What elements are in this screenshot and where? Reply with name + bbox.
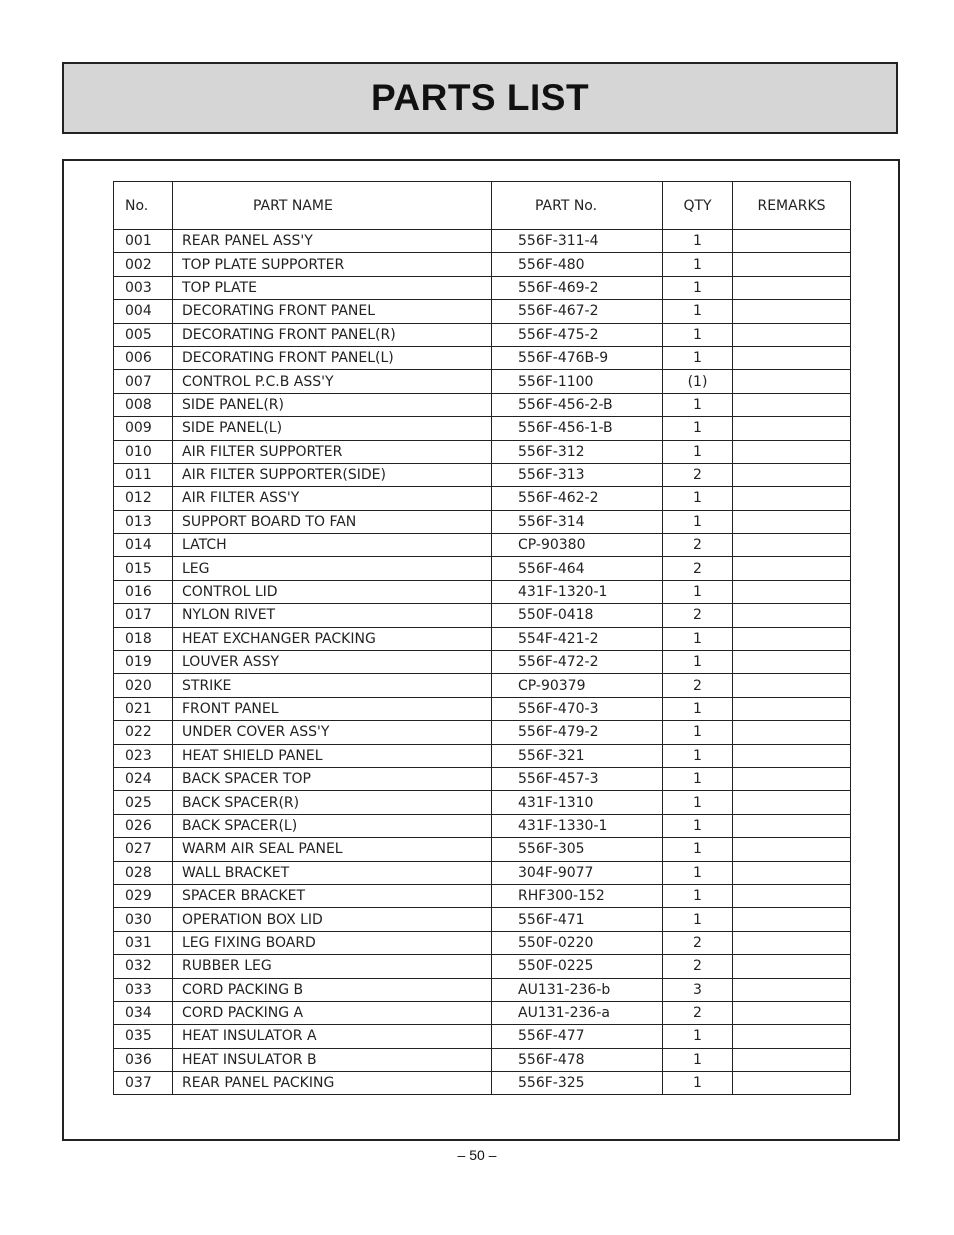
cell-part-name: REAR PANEL ASS'Y (173, 230, 492, 253)
cell-no: 033 (114, 978, 173, 1001)
cell-qty: 1 (663, 767, 733, 790)
table-row (114, 440, 851, 463)
cell-part-name: LEG FIXING BOARD (173, 931, 492, 954)
page-title: PARTS LIST (370, 77, 590, 118)
cell-remarks (733, 721, 851, 744)
cell-qty: 1 (663, 1072, 733, 1095)
cell-no: 010 (114, 440, 173, 463)
cell-no: 029 (114, 884, 173, 907)
table-row (114, 744, 851, 767)
cell-part-number: 431F-1320-1 (492, 580, 663, 603)
title-banner (62, 62, 898, 134)
cell-remarks (733, 323, 851, 346)
cell-part-number: CP-90380 (492, 534, 663, 557)
cell-qty: 1 (663, 323, 733, 346)
cell-qty: 2 (663, 931, 733, 954)
cell-remarks (733, 534, 851, 557)
cell-qty: 1 (663, 744, 733, 767)
cell-part-name: SIDE PANEL(R) (173, 393, 492, 416)
table-row (114, 1001, 851, 1024)
cell-qty: 1 (663, 838, 733, 861)
cell-qty: 2 (663, 557, 733, 580)
cell-qty: 1 (663, 908, 733, 931)
cell-part-number: 556F-313 (492, 463, 663, 486)
cell-no: 003 (114, 276, 173, 299)
cell-remarks (733, 744, 851, 767)
cell-part-number: 556F-311-4 (492, 230, 663, 253)
cell-remarks (733, 791, 851, 814)
table-row (114, 253, 851, 276)
cell-remarks (733, 767, 851, 790)
cell-remarks (733, 931, 851, 954)
cell-part-name: HEAT SHIELD PANEL (173, 744, 492, 767)
cell-qty: 1 (663, 487, 733, 510)
cell-remarks (733, 370, 851, 393)
cell-part-number: 556F-462-2 (492, 487, 663, 510)
table-row (114, 1072, 851, 1095)
table-row (114, 1025, 851, 1048)
cell-part-name: RUBBER LEG (173, 955, 492, 978)
cell-remarks (733, 580, 851, 603)
table-row (114, 697, 851, 720)
cell-part-number: 556F-471 (492, 908, 663, 931)
table-row (114, 908, 851, 931)
cell-qty: 1 (663, 814, 733, 837)
cell-part-name: LATCH (173, 534, 492, 557)
cell-part-name: SUPPORT BOARD TO FAN (173, 510, 492, 533)
cell-qty: 1 (663, 230, 733, 253)
cell-qty: 1 (663, 861, 733, 884)
table-row (114, 861, 851, 884)
cell-part-number: 556F-480 (492, 253, 663, 276)
cell-qty: 3 (663, 978, 733, 1001)
cell-part-number: 304F-9077 (492, 861, 663, 884)
cell-qty: 1 (663, 697, 733, 720)
parts-table-body (114, 230, 851, 1095)
cell-no: 021 (114, 697, 173, 720)
cell-remarks (733, 908, 851, 931)
cell-remarks (733, 1048, 851, 1071)
cell-qty: 1 (663, 651, 733, 674)
cell-no: 002 (114, 253, 173, 276)
cell-remarks (733, 1001, 851, 1024)
cell-part-name: LEG (173, 557, 492, 580)
cell-part-name: CONTROL LID (173, 580, 492, 603)
table-row (114, 814, 851, 837)
cell-no: 015 (114, 557, 173, 580)
cell-remarks (733, 884, 851, 907)
cell-part-number: 556F-456-1-B (492, 417, 663, 440)
cell-part-name: DECORATING FRONT PANEL(R) (173, 323, 492, 346)
table-row (114, 721, 851, 744)
cell-part-name: DECORATING FRONT PANEL (173, 300, 492, 323)
cell-part-number: 556F-476B-9 (492, 346, 663, 369)
cell-no: 036 (114, 1048, 173, 1071)
cell-remarks (733, 1025, 851, 1048)
cell-part-name: BACK SPACER(L) (173, 814, 492, 837)
cell-part-number: 556F-470-3 (492, 697, 663, 720)
cell-remarks (733, 393, 851, 416)
cell-part-name: TOP PLATE (173, 276, 492, 299)
cell-part-number: 556F-312 (492, 440, 663, 463)
cell-remarks (733, 838, 851, 861)
table-row (114, 510, 851, 533)
table-row (114, 300, 851, 323)
cell-part-name: BACK SPACER(R) (173, 791, 492, 814)
table-header-row (114, 182, 851, 230)
parts-table (113, 181, 851, 1095)
cell-part-name: WARM AIR SEAL PANEL (173, 838, 492, 861)
cell-qty: 1 (663, 346, 733, 369)
cell-remarks (733, 955, 851, 978)
table-row (114, 931, 851, 954)
cell-part-number: 556F-464 (492, 557, 663, 580)
cell-no: 006 (114, 346, 173, 369)
cell-qty: 2 (663, 674, 733, 697)
cell-part-name: HEAT EXCHANGER PACKING (173, 627, 492, 650)
cell-part-name: NYLON RIVET (173, 604, 492, 627)
cell-part-name: UNDER COVER ASS'Y (173, 721, 492, 744)
cell-qty: 1 (663, 580, 733, 603)
table-row (114, 1048, 851, 1071)
cell-no: 023 (114, 744, 173, 767)
header-qty: QTY (663, 182, 733, 230)
cell-remarks (733, 674, 851, 697)
cell-remarks (733, 557, 851, 580)
cell-remarks (733, 627, 851, 650)
cell-remarks (733, 978, 851, 1001)
cell-remarks (733, 861, 851, 884)
cell-part-number: 556F-456-2-B (492, 393, 663, 416)
cell-qty: 1 (663, 721, 733, 744)
cell-remarks (733, 1072, 851, 1095)
table-row (114, 674, 851, 697)
cell-part-number: 556F-314 (492, 510, 663, 533)
cell-part-number: 556F-475-2 (492, 323, 663, 346)
cell-no: 025 (114, 791, 173, 814)
header-part-name: PART NAME (173, 182, 492, 230)
cell-no: 031 (114, 931, 173, 954)
cell-part-number: AU131-236-a (492, 1001, 663, 1024)
cell-no: 013 (114, 510, 173, 533)
table-row (114, 370, 851, 393)
table-row (114, 604, 851, 627)
cell-part-number: 556F-305 (492, 838, 663, 861)
cell-part-number: 554F-421-2 (492, 627, 663, 650)
table-row (114, 580, 851, 603)
cell-remarks (733, 440, 851, 463)
table-row (114, 534, 851, 557)
cell-no: 008 (114, 393, 173, 416)
cell-no: 026 (114, 814, 173, 837)
cell-qty: 2 (663, 1001, 733, 1024)
table-row (114, 276, 851, 299)
table-row (114, 417, 851, 440)
cell-qty: 1 (663, 791, 733, 814)
cell-part-number: 550F-0220 (492, 931, 663, 954)
table-row (114, 463, 851, 486)
cell-no: 017 (114, 604, 173, 627)
table-row (114, 767, 851, 790)
cell-part-number: 550F-0225 (492, 955, 663, 978)
table-row (114, 791, 851, 814)
cell-part-name: HEAT INSULATOR A (173, 1025, 492, 1048)
cell-qty: 1 (663, 510, 733, 533)
cell-remarks (733, 651, 851, 674)
table-row (114, 651, 851, 674)
cell-part-name: CONTROL P.C.B ASS'Y (173, 370, 492, 393)
cell-part-name: LOUVER ASSY (173, 651, 492, 674)
cell-remarks (733, 814, 851, 837)
cell-no: 009 (114, 417, 173, 440)
cell-no: 016 (114, 580, 173, 603)
cell-no: 014 (114, 534, 173, 557)
cell-remarks (733, 230, 851, 253)
cell-part-number: 556F-325 (492, 1072, 663, 1095)
cell-no: 022 (114, 721, 173, 744)
cell-part-name: FRONT PANEL (173, 697, 492, 720)
cell-part-name: HEAT INSULATOR B (173, 1048, 492, 1071)
cell-remarks (733, 417, 851, 440)
cell-remarks (733, 697, 851, 720)
cell-no: 019 (114, 651, 173, 674)
cell-no: 004 (114, 300, 173, 323)
cell-remarks (733, 463, 851, 486)
cell-part-number: 556F-1100 (492, 370, 663, 393)
cell-qty: 1 (663, 884, 733, 907)
cell-part-name: TOP PLATE SUPPORTER (173, 253, 492, 276)
cell-no: 018 (114, 627, 173, 650)
cell-qty: 1 (663, 417, 733, 440)
cell-no: 001 (114, 230, 173, 253)
cell-qty: 1 (663, 1025, 733, 1048)
table-row (114, 838, 851, 861)
cell-part-name: AIR FILTER ASS'Y (173, 487, 492, 510)
cell-part-name: AIR FILTER SUPPORTER (173, 440, 492, 463)
cell-part-number: 556F-479-2 (492, 721, 663, 744)
page-number: – 50 – (457, 1147, 497, 1163)
cell-part-name: AIR FILTER SUPPORTER(SIDE) (173, 463, 492, 486)
cell-part-name: DECORATING FRONT PANEL(L) (173, 346, 492, 369)
cell-part-number: CP-90379 (492, 674, 663, 697)
cell-part-number: AU131-236-b (492, 978, 663, 1001)
cell-qty: 2 (663, 534, 733, 557)
cell-part-number: 556F-469-2 (492, 276, 663, 299)
cell-part-number: 556F-472-2 (492, 651, 663, 674)
cell-part-number: 556F-457-3 (492, 767, 663, 790)
cell-no: 011 (114, 463, 173, 486)
cell-qty: 1 (663, 440, 733, 463)
cell-qty: 1 (663, 393, 733, 416)
cell-remarks (733, 604, 851, 627)
cell-part-name: CORD PACKING B (173, 978, 492, 1001)
cell-qty: 2 (663, 955, 733, 978)
header-no: No. (114, 182, 173, 230)
cell-qty: 2 (663, 604, 733, 627)
cell-qty: 1 (663, 627, 733, 650)
cell-part-name: CORD PACKING A (173, 1001, 492, 1024)
cell-no: 005 (114, 323, 173, 346)
table-row (114, 627, 851, 650)
table-row (114, 557, 851, 580)
cell-no: 037 (114, 1072, 173, 1095)
cell-part-name: SPACER BRACKET (173, 884, 492, 907)
table-row (114, 393, 851, 416)
cell-part-number: 550F-0418 (492, 604, 663, 627)
cell-qty: 1 (663, 253, 733, 276)
table-row (114, 955, 851, 978)
cell-remarks (733, 300, 851, 323)
cell-no: 007 (114, 370, 173, 393)
cell-part-number: RHF300-152 (492, 884, 663, 907)
cell-part-number: 431F-1330-1 (492, 814, 663, 837)
cell-part-name: REAR PANEL PACKING (173, 1072, 492, 1095)
cell-no: 020 (114, 674, 173, 697)
cell-no: 035 (114, 1025, 173, 1048)
cell-qty: (1) (663, 370, 733, 393)
cell-no: 034 (114, 1001, 173, 1024)
cell-no: 024 (114, 767, 173, 790)
cell-part-name: STRIKE (173, 674, 492, 697)
cell-qty: 1 (663, 300, 733, 323)
cell-remarks (733, 487, 851, 510)
cell-part-number: 431F-1310 (492, 791, 663, 814)
cell-qty: 2 (663, 463, 733, 486)
table-row (114, 346, 851, 369)
table-row (114, 884, 851, 907)
cell-part-number: 556F-477 (492, 1025, 663, 1048)
cell-part-number: 556F-467-2 (492, 300, 663, 323)
cell-qty: 1 (663, 1048, 733, 1071)
table-row (114, 230, 851, 253)
cell-part-name: OPERATION BOX LID (173, 908, 492, 931)
cell-no: 028 (114, 861, 173, 884)
cell-remarks (733, 510, 851, 533)
table-row (114, 487, 851, 510)
cell-no: 027 (114, 838, 173, 861)
cell-no: 032 (114, 955, 173, 978)
cell-qty: 1 (663, 276, 733, 299)
table-row (114, 323, 851, 346)
cell-remarks (733, 276, 851, 299)
cell-part-name: WALL BRACKET (173, 861, 492, 884)
cell-part-number: 556F-478 (492, 1048, 663, 1071)
cell-remarks (733, 346, 851, 369)
cell-no: 012 (114, 487, 173, 510)
cell-part-number: 556F-321 (492, 744, 663, 767)
header-remarks: REMARKS (733, 182, 851, 230)
table-row (114, 978, 851, 1001)
header-part-number: PART No. (492, 182, 663, 230)
cell-part-name: SIDE PANEL(L) (173, 417, 492, 440)
cell-remarks (733, 253, 851, 276)
cell-part-name: BACK SPACER TOP (173, 767, 492, 790)
cell-no: 030 (114, 908, 173, 931)
